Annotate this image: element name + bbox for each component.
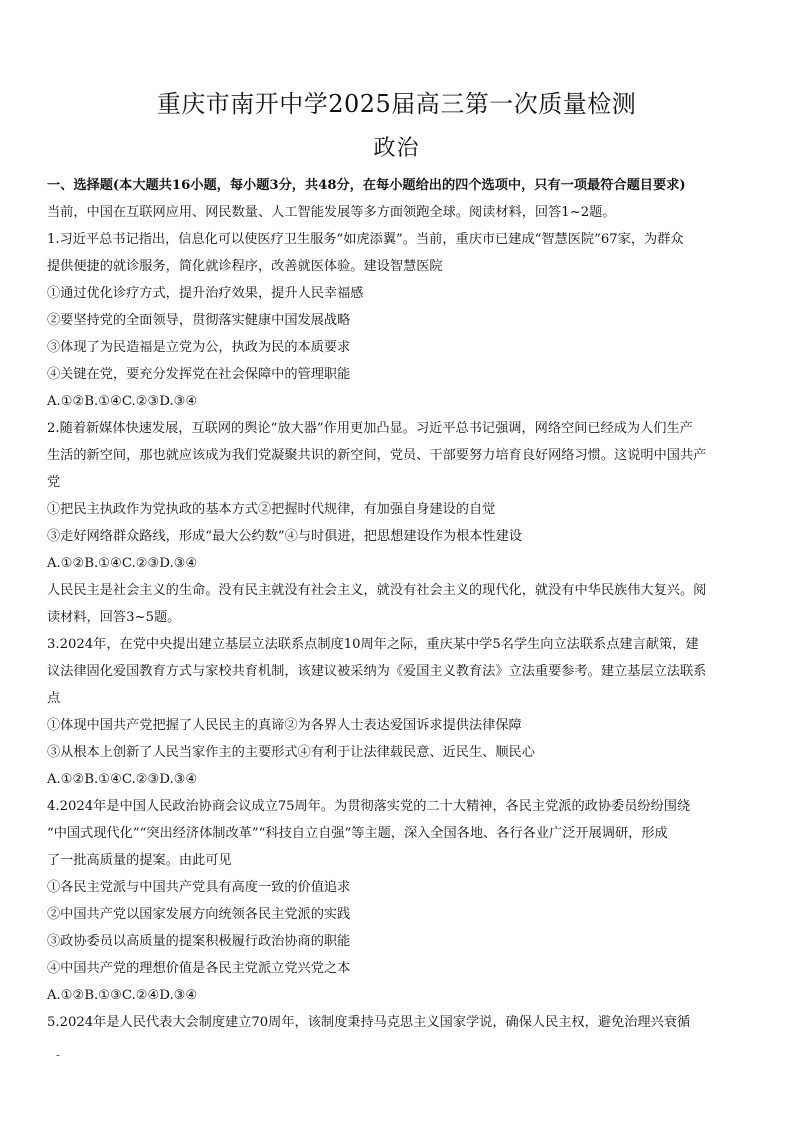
question-2-option: ③走好网络群众路线，形成“最大公约数”④与时俱进，把思想建设作为根本性建设	[47, 529, 523, 544]
question-1-stem: 提供便捷的就诊服务，简化就诊程序，改善就医体验。建设智慧医院	[47, 259, 443, 274]
question-4-option: ②中国共产党以国家发展方向统领各民主党派的实践	[47, 907, 351, 922]
question-1-option: ①通过优化诊疗方式，提升治疗效果，提升人民幸福感	[47, 286, 364, 301]
question-1-option: ④关键在党，要充分发挥党在社会保障中的管理职能	[47, 367, 351, 382]
question-3-option: ③从根本上创新了人民当家作主的主要形式④有利于让法律载民意、近民生、顺民心	[47, 745, 535, 760]
question-4-option: ④中国共产党的理想价值是各民主党派立党兴党之本	[47, 961, 351, 976]
question-3-stem: 点	[47, 691, 61, 706]
material-intro: 当前，中国在互联网应用、网民数量、人工智能发展等多方面领跑全球。阅读材料，回答1~2题。	[47, 205, 616, 220]
page-footer-mark: -	[56, 1048, 61, 1062]
question-1-option: ③体现了为民造福是立党为公，执政为民的本质要求	[47, 340, 351, 355]
question-content	[47, 172, 777, 1036]
question-2-option: ①把民主执政作为党执政的基本方式②把握时代规律，有加强自身建设的自觉	[47, 502, 496, 517]
question-4-option: ①各民主党派与中国共产党具有高度一致的价值追求	[47, 880, 351, 895]
section-heading: 一、选择题(本大题共16小题，每小题3分，共48分，在每小题给出的四个选项中，只有一项最符合题目要求)	[47, 178, 686, 193]
question-4-stem: 了一批高质量的提案。由此可见	[47, 853, 232, 868]
question-1-stem: 1.习近平总书记指出，信息化可以使医疗卫生服务“如虎添翼”。当前，重庆市已建成“智慧医院”67家，为群众	[47, 232, 684, 247]
question-4-choices: A.①②B.①③C.②④D.③④	[47, 988, 198, 1003]
question-3-stem: 议法律固化爱国教育方式与家校共育机制，该建议被采纳为《爱国主义教育法》立法重要参考。建立基层立法联系	[47, 664, 707, 679]
material-intro: 读材料，回答3~5题。	[47, 610, 181, 625]
question-3-option: ①体现中国共产党把握了人民民主的真谛②为各界人士表达爱国诉求提供法律保障	[47, 718, 522, 733]
question-2-stem: 党	[47, 475, 61, 490]
material-intro: 人民民主是社会主义的生命。没有民主就没有社会主义，就没有社会主义的现代化，就没有中华民族伟大复兴。阅	[47, 583, 707, 598]
question-1-choices: A.①②B.①④C.②③D.③④	[47, 394, 198, 409]
question-2-choices: A.①②B.①④C.②③D.③④	[47, 556, 198, 571]
question-4-option: ③政协委员以高质量的提案积极履行政治协商的职能	[47, 934, 351, 949]
question-3-choices: A.①②B.①④C.②③D.③④	[47, 772, 198, 787]
question-1-option: ②要坚持党的全面领导，贯彻落实健康中国发展战略	[47, 313, 351, 328]
question-2-stem: 生活的新空间，那也就应该成为我们党凝聚共识的新空间，党员、干部要努力培育良好网络习惯。这说明中国共产	[47, 448, 707, 463]
subject-title: 政治	[373, 136, 420, 161]
exam-title: 重庆市南开中学2025届高三第一次质量检测	[156, 90, 637, 118]
question-3-stem: 3.2024年，在党中央提出建立基层立法联系点制度10周年之际，重庆某中学5名学生向立法联系点建言献策，建	[47, 637, 699, 652]
question-5-stem: 5.2024年是人民代表大会制度建立70周年，该制度秉持马克思主义国家学说，确保人民主权，避免治理兴衰循	[47, 1015, 691, 1030]
question-4-stem: 4.2024年是中国人民政治协商会议成立75周年。为贯彻落实党的二十大精神，各民主党派的政协委员纷纷围绕	[47, 799, 691, 814]
question-4-stem: “中国式现代化”“突出经济体制改革”“科技自立自强”等主题，深入全国各地、各行各业广泛开展调研，形成	[47, 826, 668, 841]
question-2-stem: 2.随着新媒体快速发展，互联网的舆论“放大器”作用更加凸显。习近平总书记强调，网络空间已经成为人们生产	[47, 421, 693, 436]
